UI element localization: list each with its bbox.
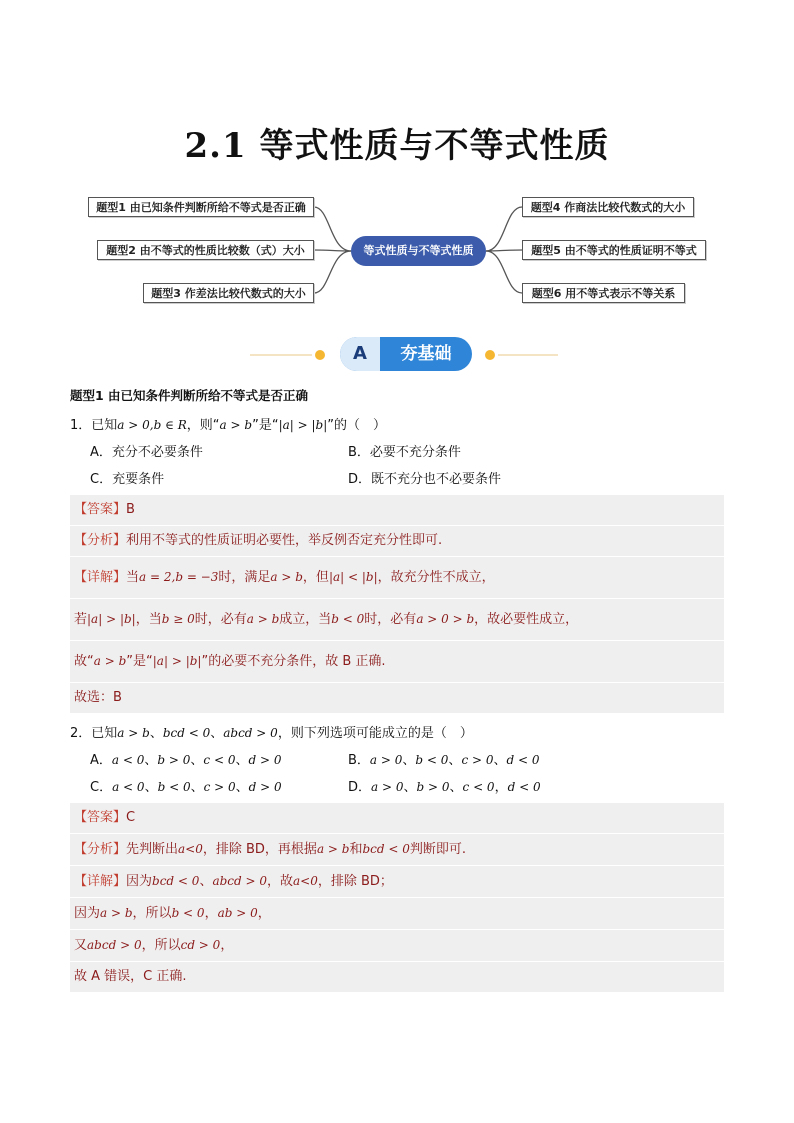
answer-line: 【答案】B (70, 495, 724, 526)
detail-line-4: 故选：B (70, 683, 724, 714)
option-a: A．充分不必要条件 (90, 445, 203, 460)
option-d: D．既不充分也不必要条件 (348, 472, 502, 487)
section-letter: A (340, 337, 380, 371)
analysis-line: 【分析】先判断出a<0，排除 BD，再根据a > b和bcd < 0判断即可. (70, 834, 724, 866)
question-1-options (90, 441, 724, 487)
option-b: B．a > 0、b < 0、c > 0、d < 0 (348, 753, 540, 768)
detail-line-3: 又abcd > 0，所以cd > 0， (70, 930, 724, 962)
question-2-solution (70, 803, 724, 993)
analysis-line: 【分析】利用不等式的性质证明必要性，举反例否定充分性即可. (70, 526, 724, 557)
option-b: B．必要不充分条件 (348, 445, 461, 460)
detail-line-2: 因为a > b，所以b < 0，ab > 0， (70, 898, 724, 930)
detail-line-2: 若|a| > |b|，当b ≥ 0时，必有a > b成立，当b < 0时，必有a > 0 > b，故必要性成立， (70, 599, 724, 641)
section-badge (240, 335, 560, 375)
mind-map-node-right-1: 题型4 作商法比较代数式的大小 (522, 197, 694, 217)
mind-map-node-right-3: 题型6 用不等式表示不等关系 (522, 283, 685, 303)
question-2-stem: 2．已知a > b、bcd < 0、abcd > 0，则下列选项可能成立的是（ ） (70, 726, 473, 741)
mind-map-node-right-2: 题型5 由不等式的性质证明不等式 (522, 240, 706, 260)
option-c: C．充要条件 (90, 472, 165, 487)
section-label: 夯基础 (400, 344, 452, 364)
question-2-options (90, 749, 724, 795)
section-pill (340, 337, 472, 371)
option-d: D．a > 0、b > 0、c < 0，d < 0 (348, 780, 541, 795)
question-1-solution (70, 495, 724, 714)
answer-line: 【答案】C (70, 803, 724, 834)
option-a: A．a < 0、b > 0、c < 0、d > 0 (90, 753, 282, 768)
main-content (70, 380, 724, 993)
detail-line-3: 故“a > b”是“|a| > |b|”的必要不充分条件，故 B 正确. (70, 641, 724, 683)
mind-map-node-left-1: 题型1 由已知条件判断所给不等式是否正确 (88, 197, 314, 217)
question-1-stem: 1．已知a > 0,b ∈ R，则“a > b”是“|a| > |b|”的（ ） (70, 418, 387, 433)
detail-line-4: 故 A 错误，C 正确. (70, 962, 724, 993)
mind-map-node-left-3: 题型3 作差法比较代数式的大小 (143, 283, 314, 303)
type-heading: 题型1 由已知条件判断所给不等式是否正确 (70, 388, 309, 403)
mind-map-node-left-2: 题型2 由不等式的性质比较数（式）大小 (97, 240, 314, 260)
detail-line-1: 【详解】因为bcd < 0、abcd > 0，故a<0，排除 BD； (70, 866, 724, 898)
page-title: 2.1 等式性质与不等式性质 (184, 126, 610, 166)
mind-map (0, 186, 794, 316)
detail-line-1: 【详解】当a = 2,b = −3时，满足a > b，但|a| < |b|，故充分性不成立， (70, 557, 724, 599)
mind-map-center: 等式性质与不等式性质 (351, 236, 486, 266)
option-c: C．a < 0、b < 0、c > 0、d > 0 (90, 780, 282, 795)
